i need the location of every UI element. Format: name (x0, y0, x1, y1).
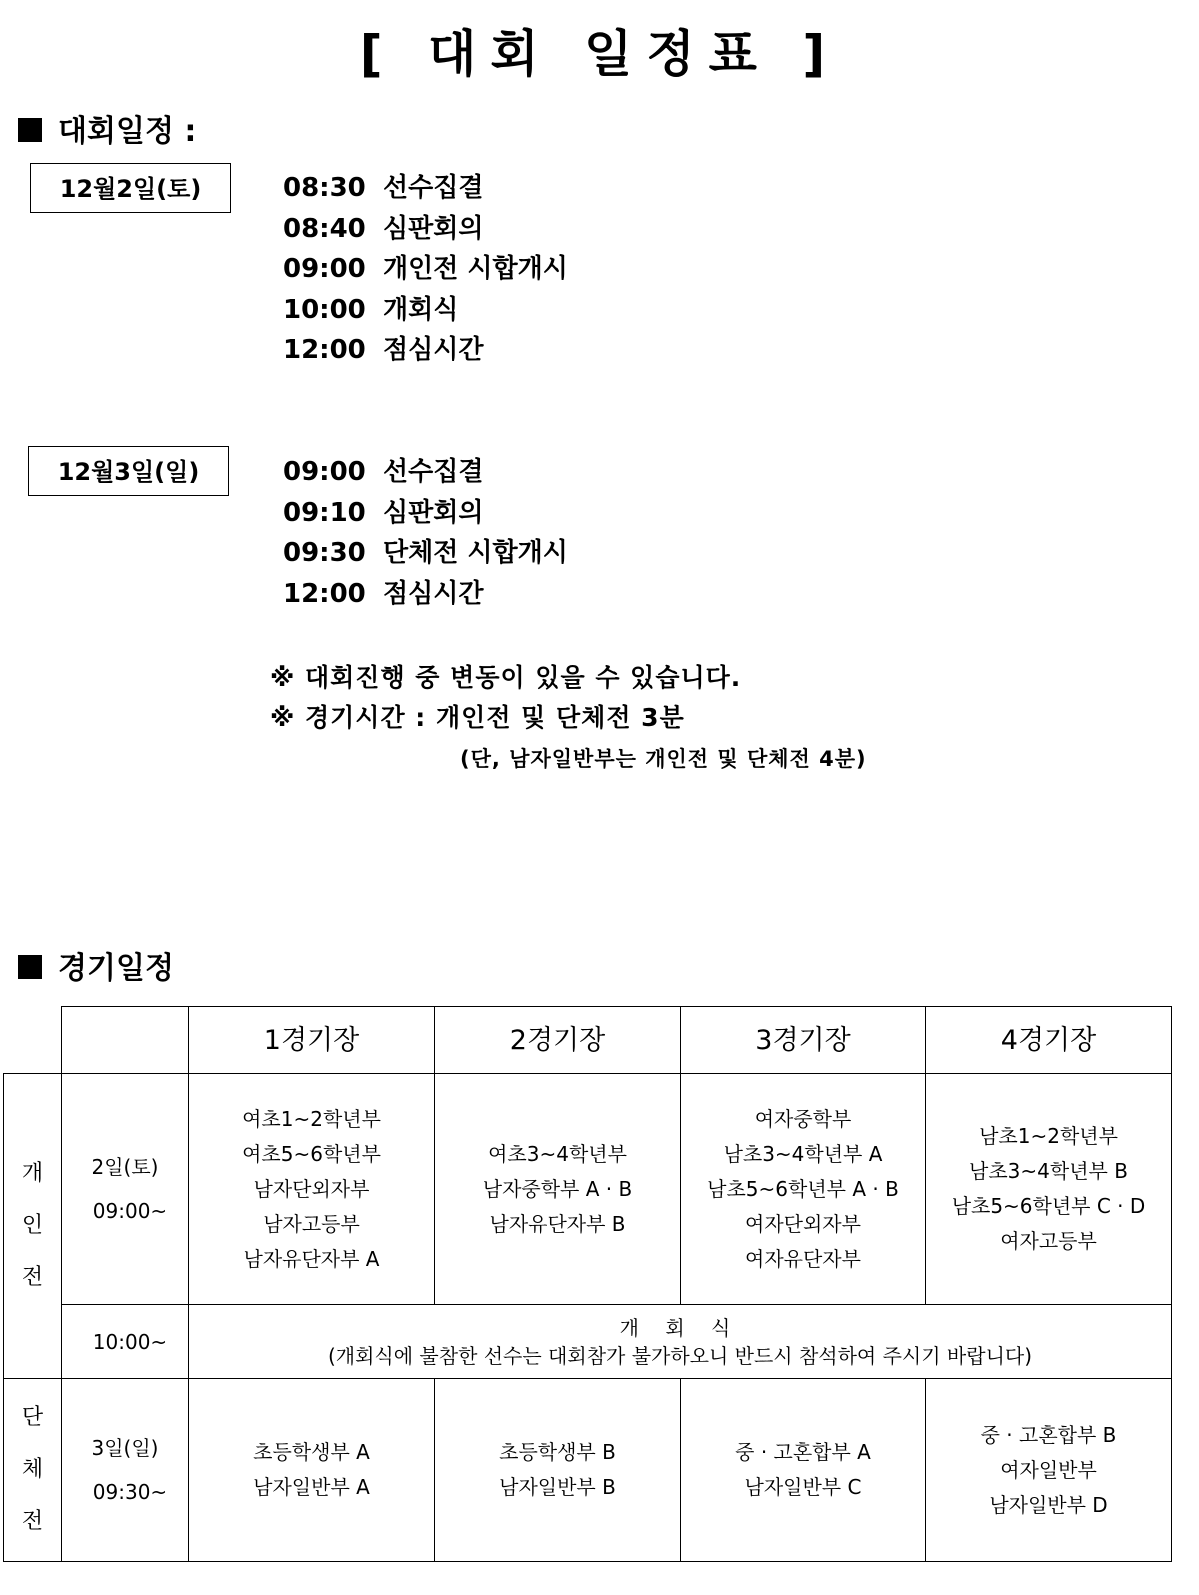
division-item: 여초3~4학년부 (488, 1141, 627, 1166)
individual-label-char: 전 (21, 1265, 44, 1290)
opening-ceremony-cell (189, 1305, 1172, 1379)
division-item: 여자중학부 (754, 1106, 852, 1131)
individual-label-cell (4, 1074, 62, 1379)
division-item: 남자일반부 C (744, 1475, 862, 1499)
day2-date-box: 12월3일(일) (28, 446, 229, 496)
schedule-item (283, 576, 703, 617)
division-item: 남자일반부 B (499, 1475, 616, 1499)
schedule-event: 개회식 (383, 294, 459, 325)
division-item: 중 · 고혼합부 A (735, 1440, 871, 1464)
opening-time-cell (62, 1305, 189, 1379)
division-item: 여초5~6학년부 (242, 1141, 381, 1166)
schedule-item (283, 332, 703, 373)
team-arena-1-cell (189, 1379, 435, 1562)
individual-arena-3-cell (681, 1074, 926, 1305)
day1-schedule (283, 170, 703, 373)
individual-label-char: 인 (21, 1213, 44, 1238)
arena-1-header: 1경기장 (189, 1007, 435, 1074)
team-date: 3일(일) (91, 1436, 159, 1460)
empty-corner-cell (4, 1007, 62, 1074)
team-arena-3-cell (681, 1379, 926, 1562)
division-item: 여자유단자부 (745, 1246, 861, 1271)
schedule-item (283, 495, 703, 536)
division-item: 남자일반부 A (253, 1475, 370, 1499)
schedule-item (283, 292, 703, 333)
team-when-cell (62, 1379, 189, 1562)
division-item: 초등학생부 B (499, 1440, 616, 1464)
division-item: 여자고등부 (1000, 1229, 1097, 1253)
day2-schedule (283, 454, 703, 616)
schedule-event: 심판회의 (383, 497, 484, 528)
schedule-time: 09:00 (283, 254, 366, 284)
individual-label-char: 개 (21, 1161, 44, 1186)
division-item: 남자일반부 D (989, 1492, 1108, 1517)
division-item: 여초1~2학년부 (242, 1106, 381, 1131)
schedule-event: 심판회의 (383, 213, 484, 244)
division-item: 남자중학부 A · B (482, 1176, 633, 1201)
tournament-schedule-heading (18, 106, 196, 150)
schedule-item (283, 454, 703, 495)
schedule-time: 12:00 (283, 578, 366, 609)
individual-arena-4-cell (926, 1074, 1172, 1305)
schedule-event: 점심시간 (383, 578, 484, 609)
schedule-time: 09:30 (283, 538, 366, 568)
division-item: 남자유단자부 A (243, 1246, 380, 1271)
division-item: 남초1~2학년부 (979, 1124, 1118, 1148)
division-item: 남초3~4학년부 B (969, 1159, 1128, 1183)
schedule-time: 09:00 (283, 457, 366, 487)
match-schedule-table (3, 1006, 1172, 1562)
schedule-time: 12:00 (283, 335, 366, 365)
division-item: 초등학생부 A (253, 1440, 370, 1464)
arena-4-header: 4경기장 (926, 1007, 1172, 1074)
individual-row (4, 1074, 1172, 1305)
schedule-event: 개인전 시합개시 (383, 254, 568, 284)
schedule-event: 점심시간 (383, 335, 484, 365)
opening-ceremony-note: (개회식에 불참한 선수는 대회참가 불가하오니 반드시 참석하여 주시기 바랍니다) (327, 1343, 1033, 1368)
schedule-item (283, 170, 703, 211)
individual-time: 09:00~ (92, 1199, 168, 1223)
day1-date-box: 12월2일(토) (30, 163, 231, 213)
table-header-row (4, 1007, 1172, 1074)
schedule-item (283, 251, 703, 292)
team-label-char: 전 (21, 1509, 44, 1534)
match-schedule-heading-text: 경기일정 (58, 951, 174, 986)
notice-match-time: ※ 경기시간 : 개인전 및 단체전 3분 (270, 703, 685, 732)
opening-row (4, 1305, 1172, 1379)
division-item: 남자단외자부 (253, 1176, 370, 1201)
individual-date: 2일(토) (91, 1155, 159, 1179)
schedule-time: 08:30 (283, 173, 366, 203)
division-item: 남자고등부 (263, 1211, 360, 1236)
division-item: 남초5~6학년부 A · B (707, 1176, 899, 1201)
individual-when-cell (62, 1074, 189, 1305)
match-schedule-heading (18, 943, 174, 987)
division-item: 여자일반부 (1000, 1457, 1097, 1482)
team-label-char: 체 (21, 1457, 44, 1482)
individual-arena-2-cell (435, 1074, 681, 1305)
division-item: 남초5~6학년부 C · D (951, 1194, 1146, 1218)
square-bullet-icon (18, 955, 42, 979)
division-item: 여자단외자부 (745, 1211, 861, 1236)
team-time: 09:30~ (92, 1480, 168, 1504)
team-arena-4-cell (926, 1379, 1172, 1562)
team-label-char: 단 (21, 1405, 44, 1430)
schedule-event: 선수집결 (383, 457, 484, 487)
tournament-schedule-heading-text: 대회일정 : (58, 114, 197, 149)
opening-time: 10:00~ (92, 1329, 168, 1354)
page-title: [ 대회 일정표 ] (359, 25, 840, 83)
schedule-time: 08:40 (283, 213, 366, 244)
schedule-item (283, 211, 703, 252)
schedule-time: 09:10 (283, 497, 366, 528)
arena-2-header: 2경기장 (435, 1007, 681, 1074)
team-row (4, 1379, 1172, 1562)
division-item: 남초3~4학년부 A (723, 1141, 883, 1166)
schedule-item (283, 535, 703, 576)
empty-header-cell (62, 1007, 189, 1074)
schedule-time: 10:00 (283, 294, 366, 325)
notice-exception: (단, 남자일반부는 개인전 및 단체전 4분) (460, 747, 867, 771)
team-arena-2-cell (435, 1379, 681, 1562)
arena-3-header: 3경기장 (681, 1007, 926, 1074)
notice-change: ※ 대회진행 중 변동이 있을 수 있습니다. (270, 663, 742, 692)
team-label-cell (4, 1379, 62, 1562)
division-item: 중 · 고혼합부 B (980, 1422, 1117, 1447)
division-item: 남자유단자부 B (489, 1211, 626, 1236)
schedule-event: 선수집결 (383, 173, 484, 203)
opening-ceremony-title: 개 회 식 (619, 1315, 741, 1340)
individual-arena-1-cell (189, 1074, 435, 1305)
schedule-event: 단체전 시합개시 (383, 538, 568, 568)
square-bullet-icon (18, 118, 42, 142)
